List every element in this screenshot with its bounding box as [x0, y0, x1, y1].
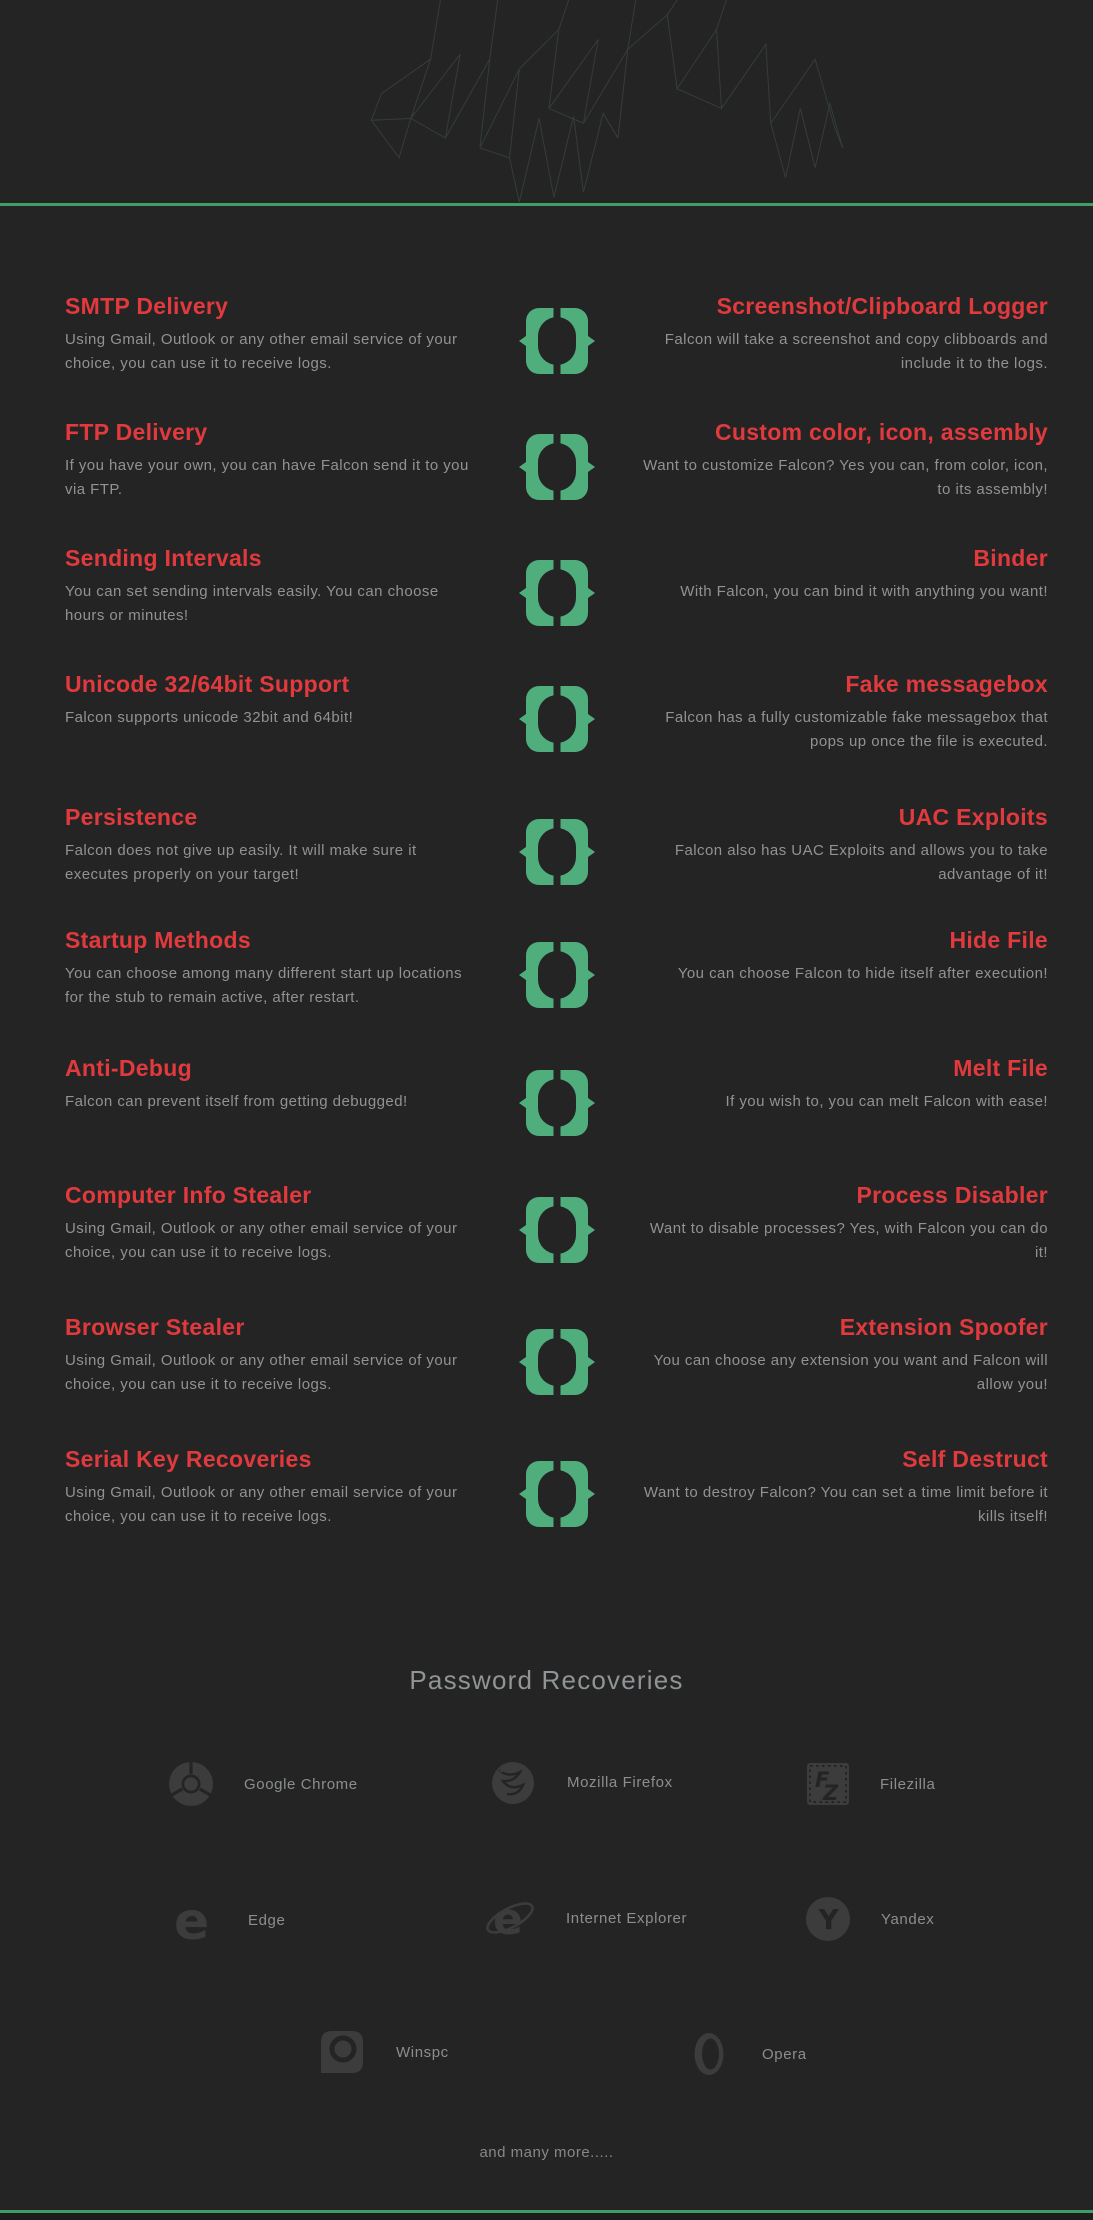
svg-text:Z: Z	[823, 1781, 839, 1805]
feature-description: If you wish to, you can melt Falcon with ease!	[725, 1093, 1048, 1110]
feature-description: If you have your own, you can have Falcon send it to you via FTP.	[65, 457, 469, 498]
feature-title: Extension Spoofer	[839, 1314, 1048, 1340]
feature-title: Serial Key Recoveries	[65, 1446, 312, 1472]
feature-title: Browser Stealer	[65, 1314, 245, 1340]
password-recovery-item	[686, 2031, 807, 2077]
password-recoveries-footnote: and many more.....	[479, 2144, 614, 2161]
feature-description: Want to destroy Falcon? You can set a time limit before it kills itself!	[643, 1484, 1048, 1525]
password-recovery-label: Yandex	[881, 1910, 935, 1928]
bottom-strip	[0, 2213, 1093, 2220]
password-recovery-item	[168, 1761, 358, 1807]
password-recovery-label: Edge	[248, 1911, 286, 1929]
password-recovery-label: Mozilla Firefox	[567, 1773, 673, 1791]
password-recoveries-title: Password Recoveries	[409, 1665, 684, 1695]
feature-title: Process Disabler	[856, 1182, 1048, 1208]
password-recovery-item	[806, 1762, 935, 1806]
yandex-icon	[805, 1896, 851, 1942]
feature-title: Custom color, icon, assembly	[714, 419, 1048, 445]
password-recovery-item	[170, 1896, 285, 1944]
password-recovery-item	[489, 1758, 673, 1806]
password-recovery-label: Winspc	[396, 2043, 449, 2061]
feature-description: Using Gmail, Outlook or any other email service of your choice, you can use it to receive logs.	[65, 331, 458, 372]
password-recovery-item	[805, 1896, 934, 1942]
feature-description: Falcon also has UAC Exploits and allows you to take advantage of it!	[674, 842, 1048, 883]
feature-title: Binder	[973, 545, 1048, 571]
feature-description: Using Gmail, Outlook or any other email service of your choice, you can use it to receive logs.	[65, 1484, 458, 1525]
svg-text:e: e	[174, 1896, 210, 1944]
feature-description: With Falcon, you can bind it with anything you want!	[680, 583, 1048, 600]
feature-description: You can set sending intervals easily. You can choose hours or minutes!	[65, 583, 439, 624]
feature-description: Falcon does not give up easily. It will make sure it executes properly on your target!	[65, 842, 417, 883]
password-recovery-label: Opera	[762, 2045, 807, 2063]
feature-description: Falcon will take a screenshot and copy clibboards and include it to the logs.	[664, 331, 1048, 372]
firefox-icon	[489, 1758, 537, 1806]
feature-description: Falcon has a fully customizable fake messagebox that pops up once the file is executed.	[665, 709, 1048, 750]
feature-title: Hide File	[949, 927, 1048, 953]
feature-title: Persistence	[65, 804, 198, 830]
feature-description: Using Gmail, Outlook or any other email service of your choice, you can use it to receive logs.	[65, 1220, 458, 1261]
password-recovery-item	[318, 2028, 449, 2076]
feature-title: UAC Exploits	[898, 804, 1048, 830]
feature-description: You can choose any extension you want and Falcon will allow you!	[653, 1352, 1048, 1393]
internet-explorer-icon	[484, 1892, 536, 1944]
feature-description: Falcon can prevent itself from getting debugged!	[65, 1093, 408, 1110]
filezilla-icon	[806, 1762, 850, 1806]
feature-title: Sending Intervals	[65, 545, 262, 571]
feature-title: Fake messagebox	[845, 671, 1048, 697]
opera-icon	[686, 2031, 732, 2077]
password-recovery-label: Google Chrome	[244, 1775, 358, 1793]
feature-title: Computer Info Stealer	[65, 1182, 312, 1208]
feature-title: SMTP Delivery	[65, 293, 229, 319]
svg-text:e: e	[493, 1894, 523, 1944]
svg-text:Y: Y	[818, 1903, 839, 1936]
feature-description: Using Gmail, Outlook or any other email service of your choice, you can use it to receive logs.	[65, 1352, 458, 1393]
feature-title: Anti-Debug	[65, 1055, 192, 1081]
feature-description: Want to customize Falcon? Yes you can, from color, icon, to its assembly!	[643, 457, 1048, 498]
feature-description: Falcon supports unicode 32bit and 64bit!	[65, 709, 354, 726]
chrome-icon	[168, 1761, 214, 1807]
password-recovery-item	[484, 1892, 687, 1944]
feature-title: Screenshot/Clipboard Logger	[716, 293, 1048, 319]
feature-description: You can choose Falcon to hide itself after execution!	[677, 965, 1048, 982]
feature-description: You can choose among many different start up locations for the stub to remain active, after restart.	[65, 965, 463, 1006]
svg-text:F: F	[815, 1768, 830, 1792]
password-recovery-label: Filezilla	[880, 1775, 936, 1793]
winspc-icon	[318, 2028, 366, 2076]
feature-title: Self Destruct	[902, 1446, 1048, 1472]
feature-title: Startup Methods	[65, 927, 251, 953]
password-recovery-label: Internet Explorer	[566, 1909, 688, 1927]
feature-title: Melt File	[953, 1055, 1048, 1081]
feature-description: Want to disable processes? Yes, with Falcon you can do it!	[649, 1220, 1048, 1261]
edge-icon	[170, 1896, 218, 1944]
feature-title: FTP Delivery	[65, 419, 208, 445]
feature-title: Unicode 32/64bit Support	[65, 671, 350, 697]
